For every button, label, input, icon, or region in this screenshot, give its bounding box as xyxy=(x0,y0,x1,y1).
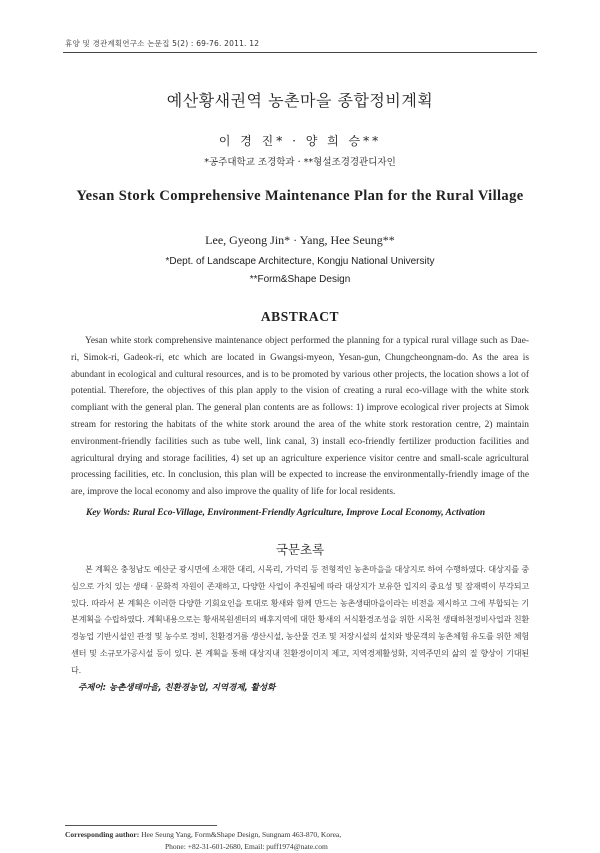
footnote-label: Corresponding author: xyxy=(65,830,140,839)
journal-header: 휴양 및 경관계획연구소 논문집 5(2) : 69-76. 2011. 12 xyxy=(65,39,260,48)
abstract-body: Yesan white stork comprehensive maintenance object performed the planning for a typical rural village such as Dae-ri, Simok-ri, Gadeok-ri, etc which are located in Gwangsi-myeon, Yesan-gun, Chungcheongnam-do. As the area is abundant in ecological and cultural resources, and is to be promoted by various other projects, the location shows a lot of potential. Therefore, the objectives of this plan apply to the vision of creating a rural eco-village with the white stork compliant with the general plan. The general plan contents are as follows: 1) improve ecological river projects at Simok stream for restoring the habitats of the white stork around the area of the white stork restoration centre, 2) maintain environment-friendly facilities such as tube well, link canal, 3) install eco-friendly fertilizer production facilities and agricultural drying and storage facilities, 4) set up an agriculture experience visitor centre and small-scale agricultural processing facilities, etc. In conclusion, this plan will be expected to increase the environmentally-friendly image of the are, improve the local economy and also improve the quality of life for local residents. xyxy=(71,336,529,498)
korean-authors: 이 경 진* · 양 희 승** xyxy=(218,134,382,148)
english-keywords: Key Words: Rural Eco-Village, Environment-Friendly Agriculture, Improve Local Economy, Activation xyxy=(86,508,486,518)
korean-abstract-body: 본 계획은 충청남도 예산군 광시면에 소재한 대리, 시목리, 가덕리 등 전형적인 농촌마을을 대상지로 하여 수행하였다. 대상지를 중심으로 가치 있는 생태 · 문화적 자원이 존재하고, 다양한 사업이 추진됨에 따라 대상지가 보유한 입지의 중요성 및 잠재력이 부각되고 있다. 따라서 본 계획은 이러한 다양한 기회요인을 토대로 황새와 함께 만드는 농촌생태마을이라는 비전을 제시하고 그에 부합되는 기본계획을 수립하였다. 계획내용으로는 황새복원센터의 배후지역에 대한 황새의 서식환경조성을 위한 시목천 생태하천정비사업과 친환경농업 기반시설인 관정 및 농수로 정비, 친환경거름 생산시설, 농산물 건조 및 저장시설의 설치와 방문객의 농촌체험 유도를 위한 체험센터 및 소규모가공시설 등이 있다. 본 계획을 통해 대상지내 친환경이미지 제고, 지역경제활성화, 지역주민의 삶의 질 향상이 기대된다. xyxy=(71,564,529,675)
korean-abstract-heading: 국문초록 xyxy=(275,542,325,557)
english-authors: Lee, Gyeong Jin* · Yang, Hee Seung** xyxy=(205,233,395,247)
footnote-contact: Phone: +82-31-601-2680, Email: puff1974@nate.com xyxy=(165,842,328,851)
english-affiliation-2: **Form&Shape Design xyxy=(249,274,351,285)
korean-keywords: 주제어: 농촌생태마을, 친환경농업, 지역경제, 활성화 xyxy=(78,683,276,693)
header-rule xyxy=(63,52,537,53)
abstract-heading: ABSTRACT xyxy=(260,309,340,324)
english-affiliation-1: *Dept. of Landscape Architecture, Kongju National University xyxy=(165,256,435,267)
footnote-line-1 xyxy=(65,829,535,841)
korean-title: 예산황새권역 농촌마을 종합정비계획 xyxy=(166,91,434,110)
korean-affiliations: *공주대학교 조경학과 · **형설조경경관디자인 xyxy=(204,157,396,168)
footnote-rule xyxy=(65,825,217,826)
corresponding-author-footnote xyxy=(65,829,535,853)
english-title: Yesan Stork Comprehensive Maintenance Plan for the Rural Village xyxy=(76,188,524,204)
footnote-address: Hee Seung Yang, Form&Shape Design, Sungnam 463-870, Korea, xyxy=(141,830,342,839)
